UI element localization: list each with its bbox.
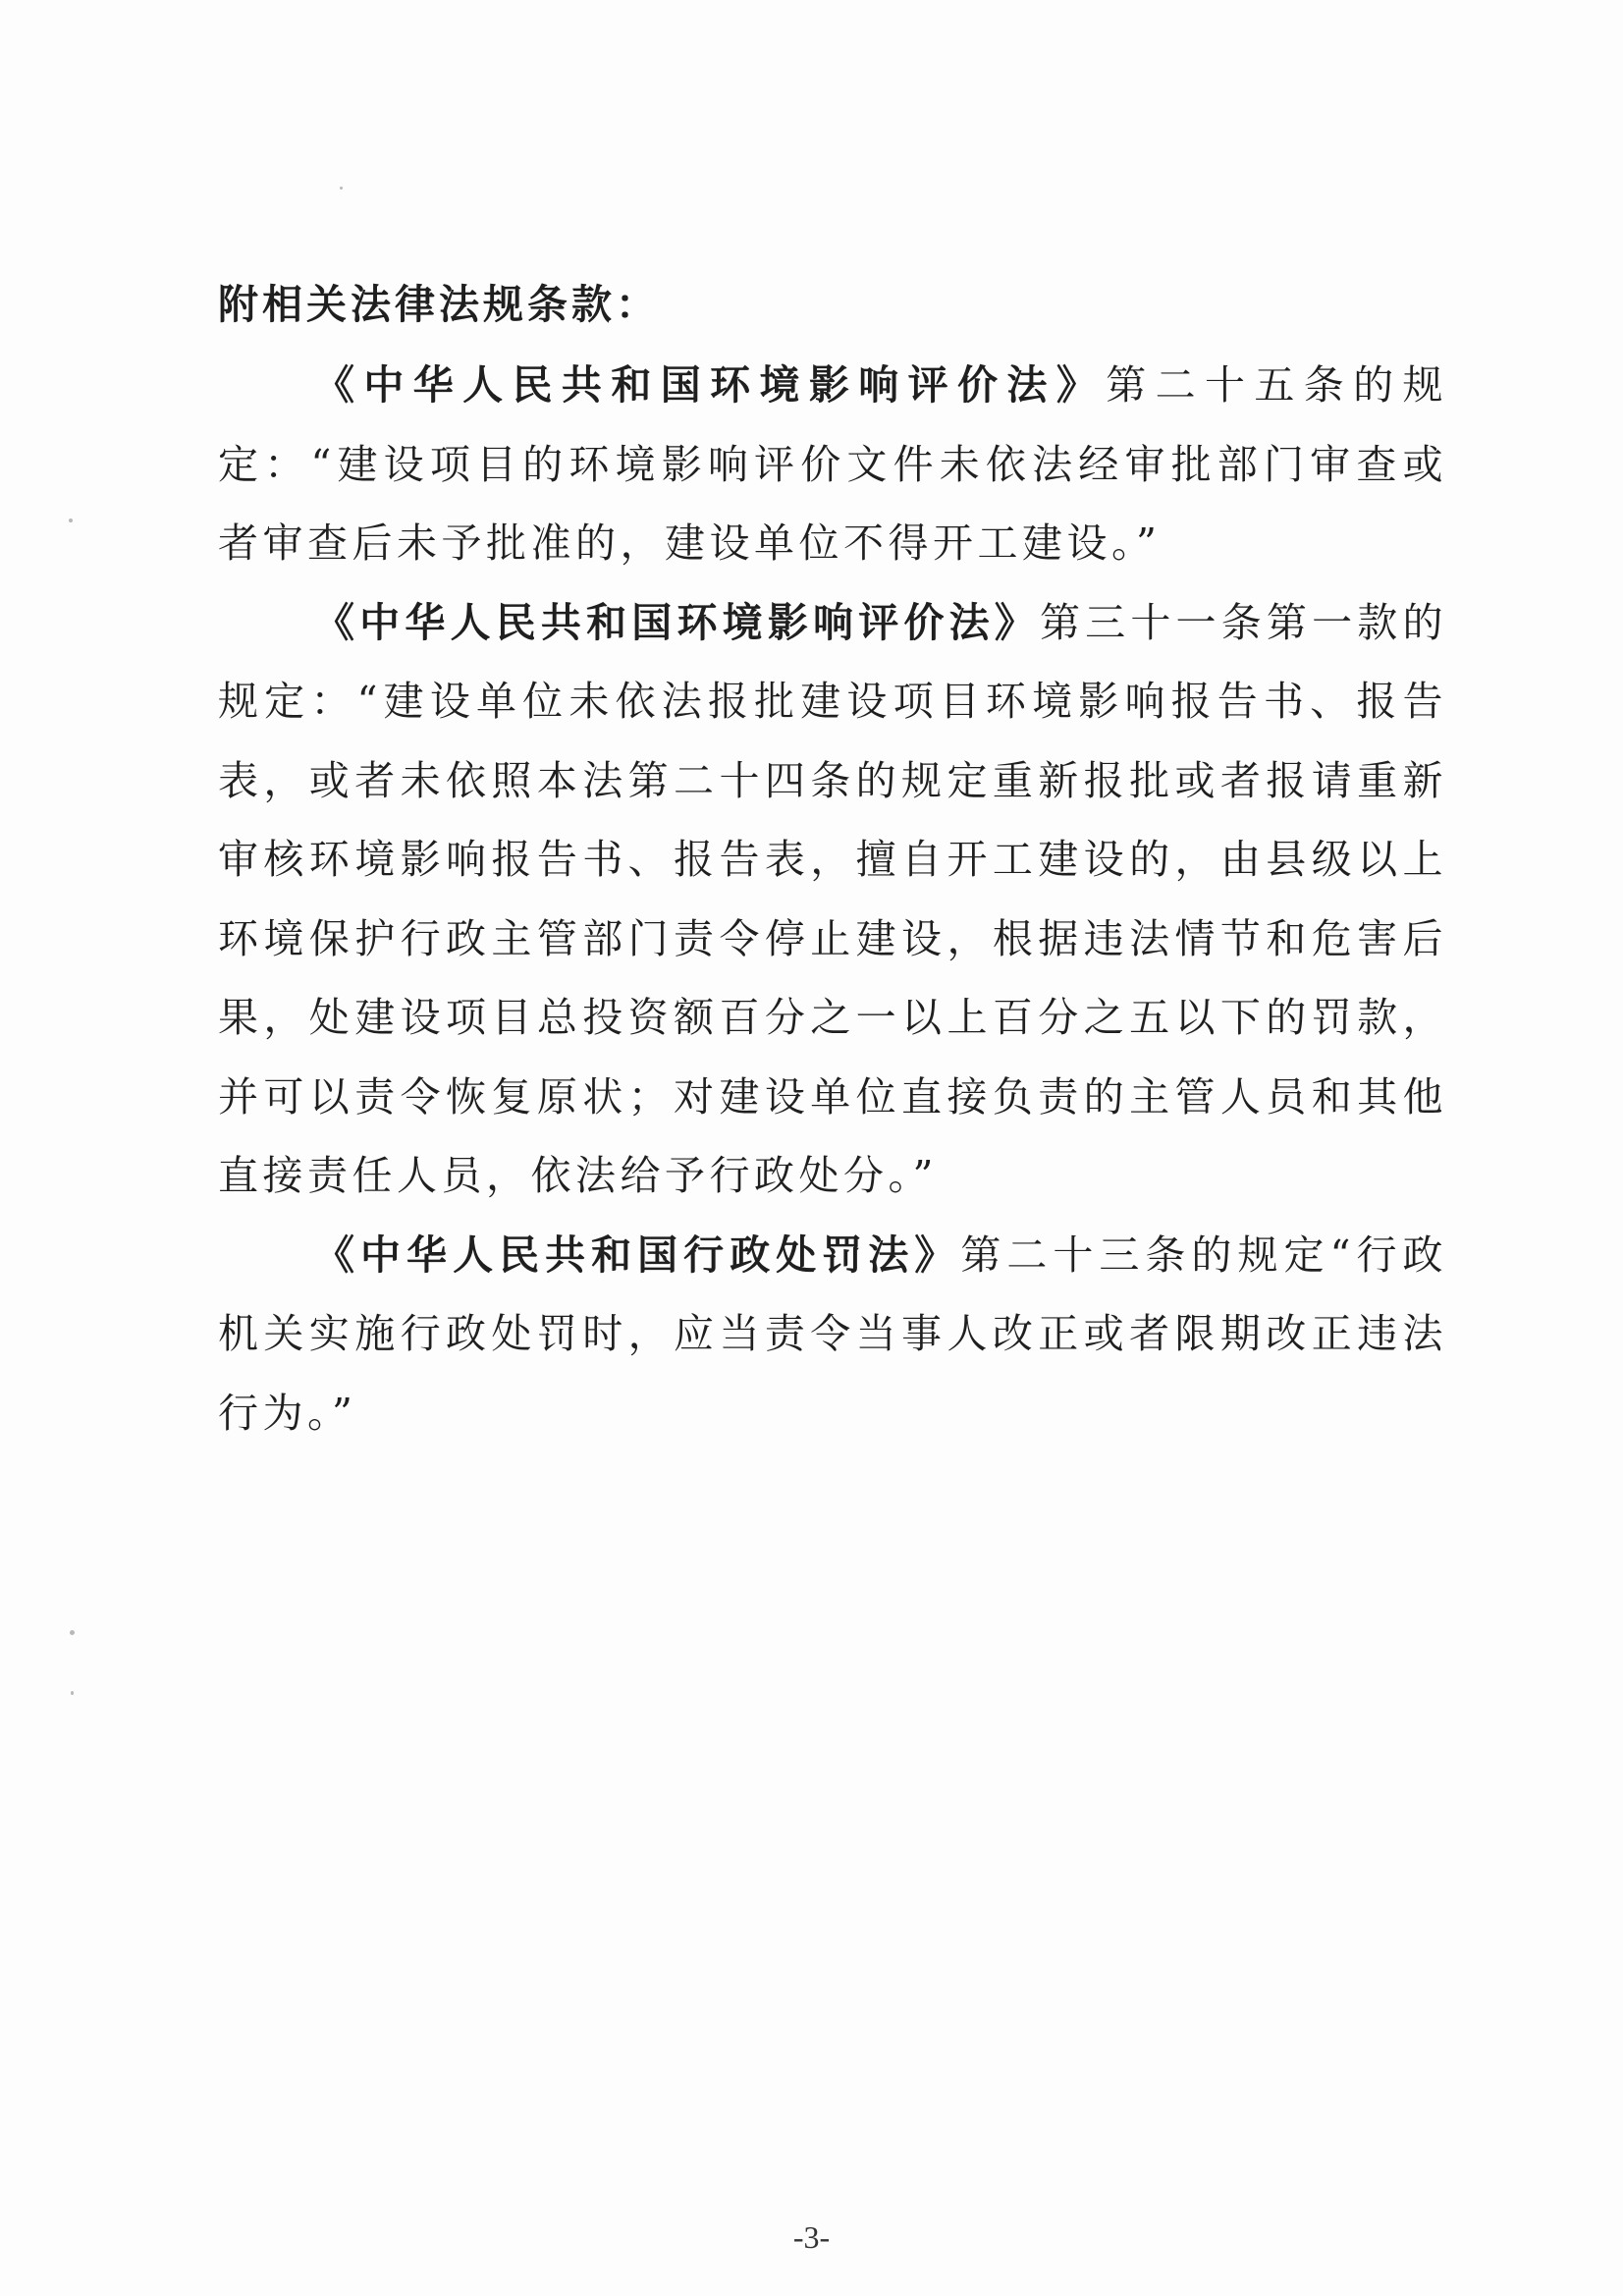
clause-paragraph-eia-article-31 [218,583,1447,1216]
appendix-heading: 附相关法律法规条款： [218,281,660,328]
page-number: -3- [792,2219,831,2255]
law-title: 《中华人民共和国行政处罚法》 [314,1230,961,1279]
clause-paragraph-eia-article-25 [218,346,1447,583]
scan-speck [340,187,343,190]
document-body [218,263,1447,1452]
law-title: 《中华人民共和国环境影响评价法》 [314,598,1040,646]
clause-text: 第二十五条的规定：“建设项目的环境影响评价文件未依法经审批部门审查或者审查后未予批准的，建设单位不得开工建设。” [218,361,1448,567]
clause-text: 第二十三条的规定“行政机关实施行政处罚时，应当责令当事人改正或者限期改正违法行为。” [218,1230,1447,1437]
clause-paragraph-admin-penalty-article-23 [218,1216,1447,1453]
scan-speck [69,519,73,522]
scan-speck [71,1691,74,1695]
scan-speck [70,1630,75,1635]
law-title: 《中华人民共和国环境影响评价法》 [314,361,1107,409]
clause-text: 第三十一条第一款的规定：“建设单位未依法报批建设项目环境影响报告书、报告表，或者未依照本法第二十四条的规定重新报批或者报请重新审核环境影响报告书、报告表，擅自开工建设的，由县级以上环境保护行政主管部门责令停止建设，根据违法情节和危害后果，处建设项目总投资额百分之一以上百分之五以下的罚款，并可以责令恢复原状；对建设单位直接负责的主管人员和其他直接责任人员，依法给予行政处分。” [218,598,1447,1199]
